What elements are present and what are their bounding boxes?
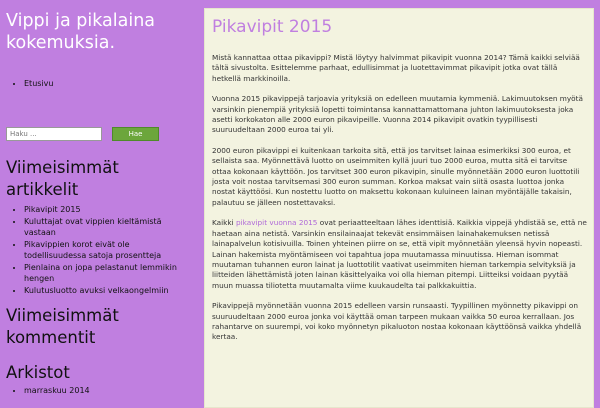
paragraph: 2000 euron pikavippi ei kuitenkaan tarkoita sitä, että jos tarvitset lainaa esimerkiksi 300 euroa, et sellaista saa. Myönnettävä luotto on useimmiten kyllä juuri tuo 2000 euroa, mutta sitä ei tarvitse ottaa kokonaan käyttöön. Jos tarvitset 300 euron pikavipin, sinulle myönnetään 2000 euron luottotili josta voit nostaa tarvitsemasi 300 euron summan. Korkoa maksat vain siitä osasta luottoa jonka nostat käyttöösi. Kun nostettu luotto on maksettu kokonaan kuluineen lainan myöntäjälle takaisin, palautuu se jälleen nostettavaksi. [212,145,580,207]
search-button[interactable]: Hae [112,127,159,141]
archives-title: Arkistot [6,363,70,382]
list-item [24,239,192,262]
list-item [24,285,192,297]
sidebar [0,0,200,400]
recent-post-link[interactable]: Kuluttajat ovat vippien kieltämistä vastaan [24,216,162,237]
paragraph: Vuonna 2015 pikavippejä tarjoavia yrityksiä on edelleen muutamia kymmeniä. Lakimuutoksen myötä varsinkin pienempiä yrityksiä lopetti toimintansa kannattamattomana juhton lakimuutoksesta joka asetti korkokaton alle 2000 euron pikavipeille. Vuonna 2014 pikavipit ovatkin tyypillisesti suuruudeltaan 2000 euroa tai yli. [212,94,583,135]
list-item [24,204,192,216]
list-item [24,385,90,396]
paragraph: Mistä kannattaa ottaa pikavippi? Mistä löytyy halvimmat pikavipit vuonna 2014? Tämä kaikki selviää tältä sivustolta. Esittelemme parhaat, edullisimmat ja luotettavimmat pikavipit jotka ovat tällä hetkellä markkinoilla. [212,53,580,83]
paragraph-text: ovat periaatteeltaan lähes identtisiä. Kaikkia vippejä yhdistää se, että ne haetaan aina netistä. Varsinkin ensilainaajat tekevät ensimmäisen lainahakemuksen netissä lainapalvelun kotisivuilla. Toinen yhteinen piirre on se, että vipit myönnetään yleensä hyvin nopeasti. Lainan hakemista myöntämiseen voi tapahtua jopa muutamassa minuutissa. Hieman isommat muutaman tuhannen euron lainat ja luottotilit vaativat useimmiten hieman tarkempia selvityksiä ja liitteiden lähettämistä joten lainan käsittelyaika voi olla hieman pitempi. Liitteiksi voidaan pyytää muun muassa tiliotetta muutamalta viime kuukaudelta tai palkkakuittia. [212,218,587,290]
recent-comments-title: Viimeisimmät kommentit [6,306,119,347]
inline-link[interactable]: pikavipit vuonna 2015 [235,218,318,228]
nav-item [24,78,53,90]
paragraph [212,218,588,291]
archive-link[interactable]: marraskuu 2014 [24,386,90,395]
search-input[interactable] [6,127,102,141]
list-item [24,216,192,239]
archives-list [0,385,90,396]
recent-post-link[interactable]: Pikavipit 2015 [24,205,81,214]
recent-post-link[interactable]: Pikavippien korot eivät ole todellisuudessa satoja prosentteja [24,239,162,260]
paragraph: Pikavippejä myönnetään vuonna 2015 edelleen varsin runsaasti. Tyypillinen myönnetty pikavippi on suuruudeltaan 2000 euroa jonka voi käyttää oman tarpeen mukaan vaikka 50 euroa kerrallaan. Jos rahantarve on suurempi, voi koko myönnetyn pikaluoton nostaa kokonaan käyttöönsä vaikka yhdellä kertaa. [212,301,582,342]
post-content [212,53,588,353]
recent-post-link[interactable]: Pienlaina on jopa pelastanut lemmikin hengen [24,262,177,283]
recent-post-link[interactable]: Kulutusluotto avuksi velkaongelmiin [24,285,169,295]
post-title[interactable]: Pikavipit 2015 [212,17,333,37]
recent-posts-title: Viimeisimmät artikkelit [6,158,119,199]
recent-posts-list [0,204,192,296]
nav-link-etusivu[interactable]: Etusivu [24,79,54,88]
main-nav [0,78,53,90]
site-title[interactable]: Vippi ja pikalaina kokemuksia. [6,11,156,53]
paragraph-text: Kaikki [212,218,236,228]
main-content [204,8,594,408]
list-item [24,262,192,285]
